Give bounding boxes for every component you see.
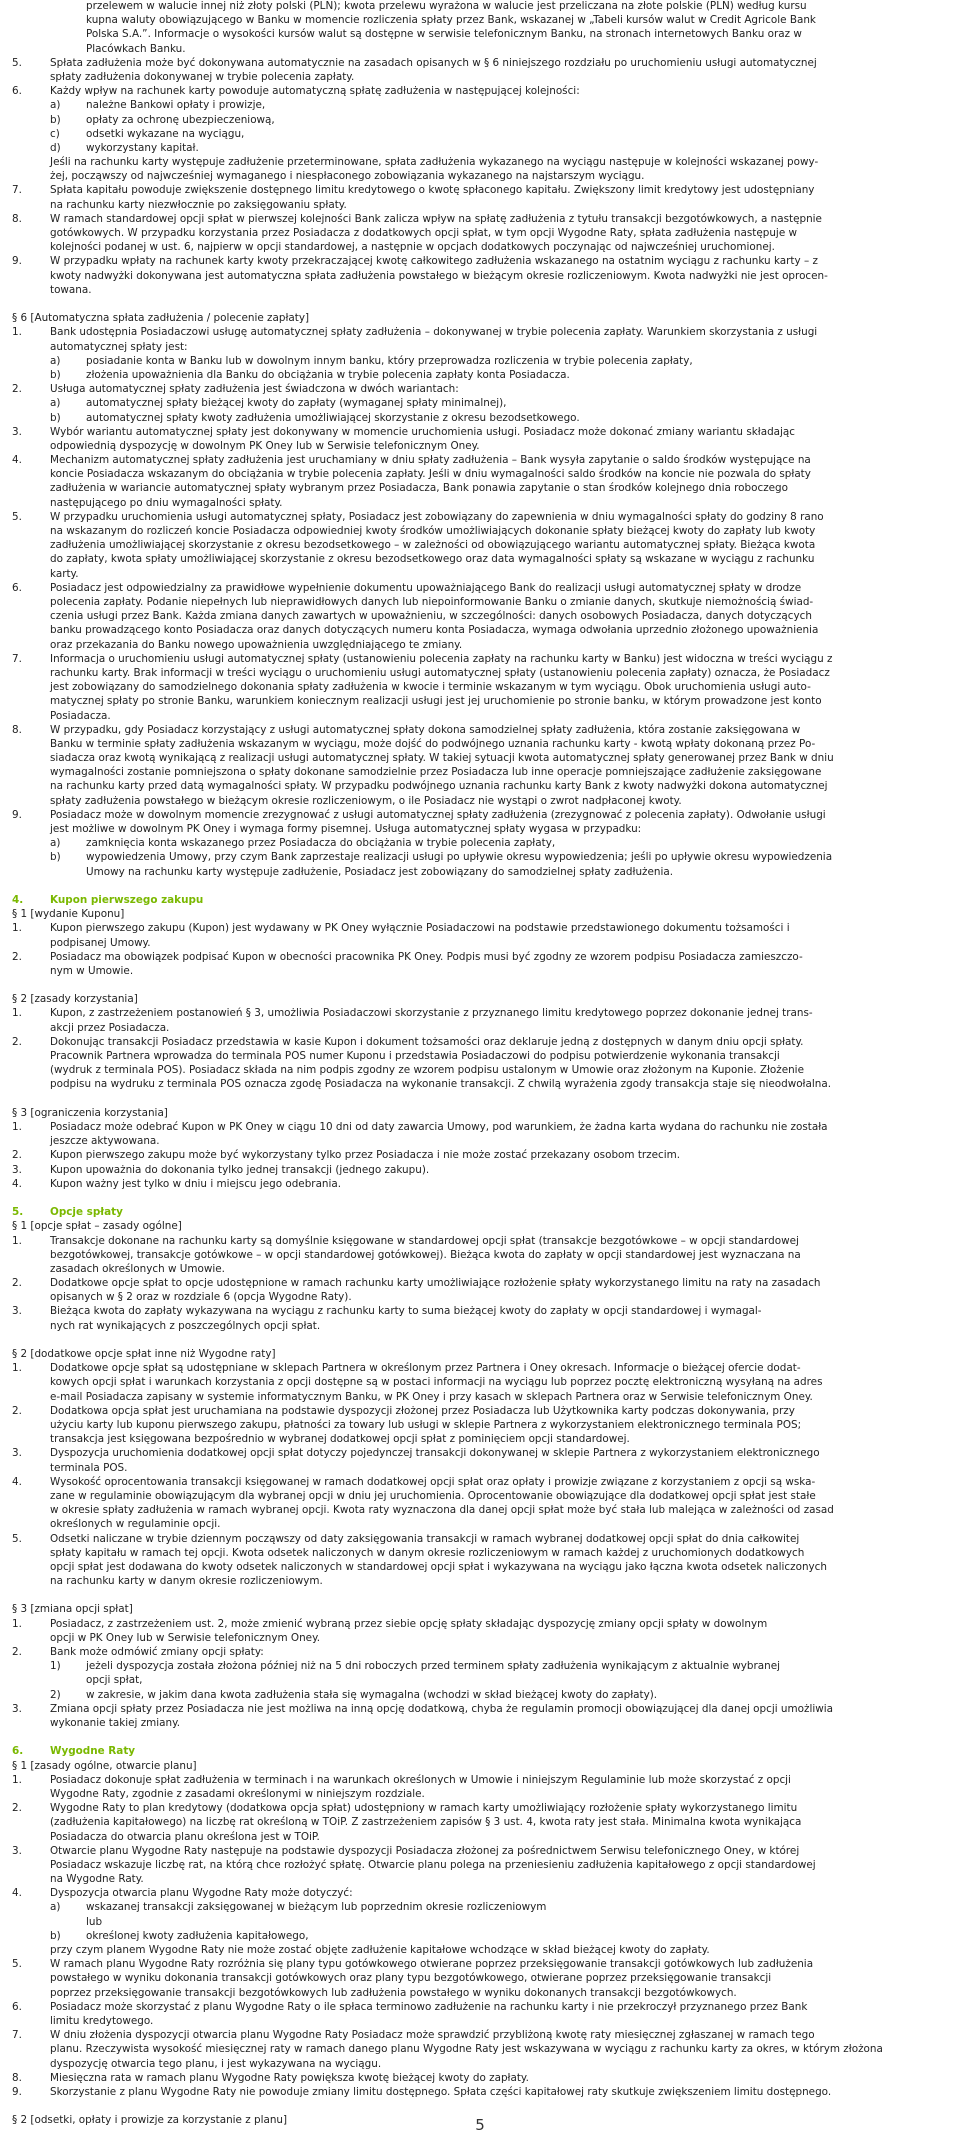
text-line: 3. (12, 1305, 22, 1317)
text-line: 1. (12, 326, 22, 338)
page-number: 5 (475, 2116, 485, 2134)
text-line: e-mail Posiadacza zapisany w systemie informatycznym Banku, w PK Oney i przy kasach w sklepach Partnera oraz w Serwisie telefonicznym Oney. (50, 1391, 813, 1403)
text-line: 9. (12, 2086, 22, 2098)
text-line: w zakresie, w jakim dana kwota zadłużenia stała się wymagalna (wchodzi w skład bieżącej kwoty do zapłaty). (86, 1689, 658, 1701)
text-line: żej, począwszy od najwcześniej wymaganego i niespłaconego zobowiązania wykazanego na najstarszym wyciągu. (50, 170, 645, 182)
text-line: karty. (50, 568, 79, 580)
text-line: opcji spłat, (86, 1674, 143, 1686)
text-line: 5. (12, 1958, 22, 1970)
text-line: Jeśli na rachunku karty występuje zadłużenie przeterminowane, spłata zadłużenia wykazanego na wyciągu następuje w kolejności wskazanej powy- (50, 156, 819, 168)
section-heading: 6. (12, 1745, 24, 1757)
text-line: należne Bankowi opłaty i prowizje, (86, 99, 266, 111)
section-heading: Wygodne Raty (50, 1745, 136, 1757)
text-line: a) (50, 99, 61, 111)
text-line: Mechanizm automatycznej spłaty zadłużenia jest uruchamiany w dniu spłaty zadłużenia – Bank wysyła zapytanie o saldo środków występujące na (50, 454, 811, 466)
text-line: Dodatkowe opcje spłat to opcje udostępnione w ramach rachunku karty umożliwiające rozłożenie spłaty wykorzystanego limitu na raty na zasadach (50, 1277, 821, 1289)
section-heading: Opcje spłaty (50, 1206, 123, 1218)
text-line: wymagalności zostanie pomniejszona o spłaty dokonane samodzielnie przez Posiadacza lub inne operacje pomniejszające zadłużenie zaksięgowane (50, 766, 822, 778)
text-line: a) (50, 355, 61, 367)
text-line: kupna waluty obowiązującego w Banku w momencie rozliczenia spłaty przez Bank, wskazanej w „Tabeli kursów walut w Credit Agricole Bank (86, 14, 816, 26)
text-line: Kupon, z zastrzeżeniem postanowień § 3, umożliwia Posiadaczowi skorzystanie z przyznanego limitu kredytowego poprzez dokonanie jednej trans- (50, 1007, 813, 1019)
text-line: § 6 [Automatyczna spłata zadłużenia / polecenie zapłaty] (12, 312, 310, 324)
text-line: 1. (12, 1362, 22, 1374)
text-line: 1. (12, 1121, 22, 1133)
text-line: b) (50, 114, 61, 126)
text-line: towana. (50, 284, 92, 296)
text-line: (wydruk z terminala POS). Posiadacz składa na nim podpis zgodny ze wzorem podpisu ustalonym w Umowie oraz złożonym na Kuponie. Złożenie (50, 1064, 804, 1076)
text-line: przy czym planem Wygodne Raty nie może zostać objęte zadłużenie kapitałowe wchodzące w skład bieżącej kwoty do zapłaty. (50, 1944, 710, 1956)
text-line: 2. (12, 1405, 22, 1417)
text-line: Kupon pierwszego zakupu (Kupon) jest wydawany w PK Oney wyłącznie Posiadaczowi na podstawie przedstawionego dokumentu tożsamości i (50, 922, 790, 934)
text-line: Kupon ważny jest tylko w dniu i miejscu jego odebrania. (50, 1178, 342, 1190)
text-line: Wysokość oprocentowania transakcji księgowanej w ramach dodatkowej opcji spłat oraz opłaty i prowizje związane z korzystaniem z opcji są wska- (50, 1476, 816, 1488)
text-line: § 1 [opcje spłat – zasady ogólne] (12, 1220, 182, 1232)
text-line: nych rat wynikających z poszczególnych opcji spłat. (50, 1320, 321, 1332)
text-line: 9. (12, 809, 22, 821)
text-line: Skorzystanie z planu Wygodne Raty nie powoduje zmiany limitu dostępnego. Spłata części kapitałowej raty skutkuje zwiększeniem limitu dostępnego. (50, 2086, 832, 2098)
text-line: bezgotówkowej, transakcje gotówkowe – w opcji standardowej gotówkowej). Bieżąca kwota do zapłaty w opcji standardowej jest wyznaczana na (50, 1249, 801, 1261)
text-line: b) (50, 851, 61, 863)
text-line: 1. (12, 1235, 22, 1247)
text-line: Transakcje dokonane na rachunku karty są domyślnie księgowane w standardowej opcji spłat (transakcje bezgotówkowe – w opcji standardowej (50, 1235, 799, 1247)
text-line: Kupon upoważnia do dokonania tylko jednej transakcji (jednego zakupu). (50, 1164, 430, 1176)
text-line: 7. (12, 2029, 22, 2041)
text-line: § 2 [zasady korzystania] (12, 993, 138, 1005)
text-line: 1. (12, 922, 22, 934)
text-line: Banku w terminie spłaty zadłużenia wskazanym w wyciągu, może dojść do podwójnego uznania rachunku karty - kwotą wpłaty dokonaną przez Po- (50, 738, 816, 750)
text-line: § 3 [zmiana opcji spłat] (12, 1603, 133, 1615)
text-line: Kupon pierwszego zakupu może być wykorzystany tylko przez Posiadacza i nie może zostać przekazany osobom trzecim. (50, 1149, 681, 1161)
text-line: Informacja o uruchomieniu usługi automatycznej spłaty (ustanowieniu polecenia zapłaty na rachunku karty w Banku) jest widoczna w treści wyciągu z (50, 653, 833, 665)
text-line: automatycznej spłaty kwoty zadłużenia umożliwiającej skorzystanie z okresu bezodsetkowego. (86, 412, 580, 424)
text-line: odpowiednią dyspozycję w dowolnym PK Oney lub w Serwisie telefonicznym Oney. (50, 440, 480, 452)
text-line: 1. (12, 1007, 22, 1019)
text-line: 2) (50, 1689, 61, 1701)
text-line: Placówkach Banku. (86, 43, 186, 55)
text-line: przelewem w walucie innej niż złoty polski (PLN); kwota przelewu wyrażona w walucie jest przeliczana na złote polskie (PLN) według kursu (86, 0, 807, 12)
text-line: W dniu złożenia dyspozycji otwarcia planu Wygodne Raty Posiadacz może sprawdzić przybliżoną kwotę raty miesięcznej zgłaszanej w ramach tego (50, 2029, 815, 2041)
text-line: Posiadacz jest odpowiedzialny za prawidłowe wypełnienie dokumentu upoważniającego Bank do realizacji usługi automatycznej spłaty w drodze (50, 582, 802, 594)
text-line: odsetki wykazane na wyciągu, (86, 128, 245, 140)
text-line: na wskazanym do rozliczeń koncie Posiadacza odpowiedniej kwoty środków umożliwiających dokonanie spłaty bieżącej kwoty do zapłaty lub kwoty (50, 525, 816, 537)
text-line: określonych w regulaminie opcji. (50, 1518, 221, 1530)
text-line: nym w Umowie. (50, 965, 134, 977)
text-line: kolejności podanej w ust. 6, najpierw w opcji standardowej, a następnie w opcjach dodatkowych poczynając od najwcześniej uruchomionej. (50, 241, 775, 253)
text-line: Dodatkowe opcje spłat są udostępniane w sklepach Partnera w określonym przez Partnera i Oney okresach. Informacje o bieżącej ofercie dodat- (50, 1362, 801, 1374)
text-line: 2. (12, 1802, 22, 1814)
text-line: 5. (12, 57, 22, 69)
text-line: Posiadacz dokonuje spłat zadłużenia w terminach i na warunkach określonych w Umowie i niniejszym Regulaminie lub może skorzystać z opcji (50, 1774, 791, 1786)
text-line: 8. (12, 213, 22, 225)
text-line: zadłużenia w wariancie automatycznej spłaty wybranym przez Posiadacza, Bank ponawia zapytanie o stan środków kolejnego dnia roboczego (50, 482, 789, 494)
text-line: podpisu na wydruku z terminala POS oznacza zgodę Posiadacza na wykonanie transakcji. Z chwilą wyrażenia zgody transakcja staje się nieodwołalna. (50, 1078, 832, 1090)
text-line: czenia usługi przez Bank. Każda zmiana danych zawartych w upoważnieniu, w szczególności: danych osobowych Posiadacza, danych dotyczących (50, 610, 812, 622)
text-line: Otwarcie planu Wygodne Raty następuje na podstawie dyspozycji Posiadacza złożonej za pośrednictwem Serwisu telefonicznego Oney, w której (50, 1845, 800, 1857)
text-line: § 3 [ograniczenia korzystania] (12, 1107, 168, 1119)
text-line: a) (50, 1901, 61, 1913)
text-line: 2. (12, 383, 22, 395)
text-line: wykorzystany kapitał. (86, 142, 199, 154)
text-line: 5. (12, 1533, 22, 1545)
text-line: 4. (12, 454, 22, 466)
text-line: w okresie spłaty zadłużenia w ramach wybranej opcji. Kwota raty wyznaczona dla danej opcji spłat może być stała lub malejąca w zależności od zasad (50, 1504, 834, 1516)
text-line: automatycznej spłaty jest: (50, 341, 188, 353)
text-line: spłaty zadłużenia dokonywanej w trybie polecenia zapłaty. (50, 71, 355, 83)
text-line: 7. (12, 184, 22, 196)
text-line: posiadanie konta w Banku lub w dowolnym innym banku, który przeprowadza rozliczenia w trybie polecenia zapłaty, (86, 355, 693, 367)
text-line: W ramach planu Wygodne Raty rozróżnia się plany typu gotówkowego otwierane poprzez przeksięgowanie transakcji gotówkowych lub zadłużenia (50, 1958, 814, 1970)
text-line: c) (50, 128, 60, 140)
text-line: 6. (12, 2001, 22, 2013)
text-line: koncie Posiadacza wskazanym do obciążania w trybie polecenia zapłaty. Jeśli w dniu wymagalności saldo środków na koncie nie pozwala do spłaty (50, 468, 811, 480)
text-line: na rachunku karty w danym okresie rozliczeniowym. (50, 1575, 323, 1587)
text-line: złożenia upoważnienia dla Banku do obciążania w trybie polecenia zapłaty konta Posiadacza. (86, 369, 570, 381)
text-line: 2. (12, 1149, 22, 1161)
text-line: Umowy na rachunku karty występuje zadłużenie, Posiadacz jest zobowiązany do samodzielnej spłaty zadłużenia. (86, 866, 674, 878)
text-line: banku prowadzącego konto Posiadacza oraz danych dotyczących numeru konta Posiadacza, wymaga odwołania uprzednio złożonego upoważnienia (50, 624, 819, 636)
text-line: Bank udostępnia Posiadaczowi usługę automatycznej spłaty zadłużenia – dokonywanej w trybie polecenia zapłaty. Warunkiem skorzystania z usługi (50, 326, 818, 338)
text-line: do zapłaty, kwota spłaty umożliwiającej skorzystanie z okresu bezodsetkowego oraz data wymagalności spłaty są wskazane w wyciągu z rachunku (50, 553, 815, 565)
text-line: 5. (12, 511, 22, 523)
text-line: Wybór wariantu automatycznej spłaty jest dokonywany w momencie uruchomienia usługi. Posiadacz może dokonać zmiany wariantu składając (50, 426, 795, 438)
text-line: zasadach określonych w Umowie. (50, 1263, 225, 1275)
text-line: Odsetki naliczane w trybie dziennym począwszy od daty zaksięgowania transakcji w ramach wybranej dodatkowej opcji spłat do dnia całkowitej (50, 1533, 800, 1545)
text-line: Posiadacza do otwarcia planu określona jest w TOiP. (50, 1831, 320, 1843)
section-heading: Kupon pierwszego zakupu (50, 894, 204, 906)
section-heading: 4. (12, 894, 24, 906)
text-line: 3. (12, 1845, 22, 1857)
text-line: Posiadacz wskazuje liczbę rat, na którą chce rozłożyć spłatę. Otwarcie planu polega na przeniesieniu zadłużenia kapitałowego z opcji standardowej (50, 1859, 816, 1871)
text-line: Posiadacz, z zastrzeżeniem ust. 2, może zmienić wybraną przez siebie opcję spłaty składając dyspozycję zmiany opcji spłaty w dowolnym (50, 1618, 768, 1630)
text-line: rachunku karty. Brak informacji w treści wyciągu o uruchomieniu usługi automatycznej spłaty (ustanowieniu polecenia zapłaty) oznacza, że Posiadacz (50, 667, 830, 679)
text-line: Posiadacz ma obowiązek podpisać Kupon w obecności pracownika PK Oney. Podpis musi być zgodny ze wzorem podpisu Posiadacza zamieszczo- (50, 951, 803, 963)
text-line: Dokonując transakcji Posiadacz przedstawia w kasie Kupon i dokument tożsamości oraz deklaruje jedną z dostępnych w danym dniu opcji spłaty. (50, 1036, 804, 1048)
text-line: 4. (12, 1887, 22, 1899)
text-line: 3. (12, 1447, 22, 1459)
text-line: Bieżąca kwota do zapłaty wykazywana na wyciągu z rachunku karty to suma bieżącej kwoty do zapłaty w opcji standardowej i wymagal- (50, 1305, 762, 1317)
text-line: Wygodne Raty to plan kredytowy (dodatkowa opcja spłat) udostępniony w ramach karty umożliwiający rozłożenie spłaty wykorzystanego limitu (50, 1802, 798, 1814)
text-line: wskazanej transakcji zaksięgowanej w bieżącym lub poprzednim okresie rozliczeniowym (86, 1901, 547, 1913)
text-line: gotówkowych. W przypadku korzystania przez Posiadacza z dodatkowych opcji spłat, w tym opcji Wygodne Raty, spłata zadłużenia następuje w (50, 227, 798, 239)
text-line: użyciu karty lub kuponu pierwszego zakupu, płatności za towary lub usługi w sklepie Partnera z wykorzystaniem elektronicznego terminala POS; (50, 1419, 802, 1431)
text-line: b) (50, 369, 61, 381)
text-line: (zadłużenia kapitałowego) na liczbę rat określoną w TOiP. Z zastrzeżeniem zapisów § 3 ust. 4, kwota raty jest stała. Minimalna kwota wynikająca (50, 1816, 802, 1828)
text-line: spłaty zadłużenia powstałego w bieżącym okresie rozliczeniowym, o ile Posiadacz nie wystąpi o zwrot nadpłaconej kwoty. (50, 795, 682, 807)
text-line: określonej kwoty zadłużenia kapitałowego, (86, 1930, 309, 1942)
text-line: dyspozycję otwarcia tego planu, i jest wykazywana na wyciągu. (50, 2058, 382, 2070)
text-line: Spłata kapitału powoduje zwiększenie dostępnego limitu kredytowego o kwotę spłaconego kapitału. Zwiększony limit kredytowy jest udostępniany (50, 184, 815, 196)
text-line: 4. (12, 1476, 22, 1488)
text-line: W ramach standardowej opcji spłat w pierwszej kolejności Bank zalicza wpływ na spłatę zadłużenia z tytułu transakcji bezgotówkowych, a następnie (50, 213, 822, 225)
text-line: Dyspozycja otwarcia planu Wygodne Raty może dotyczyć: (50, 1887, 353, 1899)
text-line: kwoty nadwyżki dokonywana jest automatyczna spłata zadłużenia powstałego w bieżącym okresie rozliczeniowym. Kwota nadwyżki nie jest oprocen- (50, 270, 828, 282)
text-line: kowych opcji spłat i warunkach korzystania z opcji dostępne są w postaci informacji na wyciągu lub poprzez pocztę elektroniczną wysyłaną na adres (50, 1376, 823, 1388)
text-line: a) (50, 397, 61, 409)
text-line: limitu kredytowego. (50, 2015, 154, 2027)
text-line: Posiadacz może skorzystać z planu Wygodne Raty o ile spłaca terminowo zadłużenie na rachunku karty i nie przekroczył przyznanego przez Bank (50, 2001, 808, 2013)
text-line: zamknięcia konta wskazanego przez Posiadacza do obciążania w trybie polecenia zapłaty, (86, 837, 556, 849)
text-line: lub (86, 1916, 103, 1928)
text-line: Polska S.A.”. Informacje o wysokości kursów walut są dostępne w serwisie telefonicznym Banku, na stronach internetowych Banku oraz w (86, 28, 802, 40)
text-line: § 1 [zasady ogólne, otwarcie planu] (12, 1760, 197, 1772)
text-line: jest zobowiązany do samodzielnego dokonania spłaty zadłużenia w kwocie i terminie wskazanym w tym wyciągu. Obok uruchomienia usługi auto- (50, 681, 811, 693)
text-line: 6. (12, 582, 22, 594)
section-heading: 5. (12, 1206, 24, 1218)
text-line: 2. (12, 951, 22, 963)
text-line: Dodatkowa opcja spłat jest uruchamiana na podstawie dyspozycji złożonej przez Posiadacza lub Użytkownika karty podczas dokonywania, przy (50, 1405, 795, 1417)
text-line: 7. (12, 653, 22, 665)
text-line: Bank może odmówić zmiany opcji spłaty: (50, 1646, 264, 1658)
text-line: planu. Rzeczywista wysokość miesięcznej raty w ramach danego planu Wygodne Raty jest wskazywana w wyciągu z rachunku karty za okres, w którym złożona (50, 2043, 883, 2055)
text-line: Usługa automatycznej spłaty zadłużenia jest świadczona w dwóch wariantach: (50, 383, 459, 395)
text-line: Dyspozycja uruchomienia dodatkowej opcji spłat dotyczy pojedynczej transakcji dokonywanej w sklepie Partnera z wykorzystaniem elektronicznego (50, 1447, 820, 1459)
text-line: § 1 [wydanie Kuponu] (12, 908, 125, 920)
text-line: d) (50, 142, 61, 154)
text-line: Posiadacz może w dowolnym momencie zrezygnować z usługi automatycznej spłaty zadłużenia (zrezygnować z polecenia zapłaty). Odwołanie usługi (50, 809, 826, 821)
text-line: 8. (12, 2072, 22, 2084)
text-line: Każdy wpływ na rachunek karty powoduje automatyczną spłatę zadłużenia w następującej kolejności: (50, 85, 580, 97)
text-line: opcji spłat jest dodawana do kwoty odsetek naliczonych w standardowej opcji spłat i wykazywana na wyciągu jako łączna kwota odsetek naliczonych (50, 1561, 827, 1573)
text-line: opłaty za ochronę ubezpieczeniową, (86, 114, 275, 126)
text-line: 1) (50, 1660, 61, 1672)
text-line: zadłużenia umożliwiającej skorzystanie z okresu bezodsetkowego – w zależności od obowiązującego wariantu automatycznej spłaty. Bieżąca kwota (50, 539, 816, 551)
text-line: jeszcze aktywowana. (50, 1135, 160, 1147)
text-line: na rachunku karty niezwłocznie po zaksięgowaniu spłaty. (50, 199, 347, 211)
text-line: polecenia zapłaty. Podanie niepełnych lub nieprawidłowych danych lub niepoinformowanie Banku o zmianie danych, skutkuje niemożnością świad- (50, 596, 814, 608)
text-line: Pracownik Partnera wprowadza do terminala POS numer Kuponu i przedstawia Posiadaczowi do podpisu potwierdzenie wykonania transakcji (50, 1050, 780, 1062)
text-line: Posiadacza. (50, 710, 111, 722)
text-line: automatycznej spłaty bieżącej kwoty do zapłaty (wymaganej spłaty minimalnej), (86, 397, 507, 409)
text-line: 2. (12, 1646, 22, 1658)
text-line: 8. (12, 724, 22, 736)
text-line: 3. (12, 1703, 22, 1715)
text-line: wypowiedzenia Umowy, przy czym Bank zaprzestaje realizacji usługi po upływie okresu wypowiedzenia; jeśli po upływie okresu wypowiedzenia (86, 851, 833, 863)
text-line: Posiadacz może odebrać Kupon w PK Oney w ciągu 10 dni od daty zawarcia Umowy, pod warunkiem, że żadna karta wydana do rachunku nie została (50, 1121, 828, 1133)
text-line: jeżeli dyspozycja została złożona później niż na 5 dni roboczych przed terminem spłaty zadłużenia wynikającym z aktualnie wybranej (86, 1660, 781, 1672)
text-line: opisanych w § 2 oraz w rozdziale 6 (opcja Wygodne Raty). (50, 1291, 352, 1303)
text-line: § 2 [dodatkowe opcje spłat inne niż Wygodne raty] (12, 1348, 276, 1360)
text-line: 9. (12, 255, 22, 267)
text-line: 1. (12, 1774, 22, 1786)
text-line: Miesięczna rata w ramach planu Wygodne Raty powiększa kwotę bieżącej kwoty do zapłaty. (50, 2072, 529, 2084)
text-line: podpisanej Umowy. (50, 937, 151, 949)
text-line: § 2 [odsetki, opłaty i prowizje za korzystanie z planu] (12, 2114, 288, 2126)
text-line: Spłata zadłużenia może być dokonywana automatycznie na zasadach opisanych w § 6 niniejszego rozdziału po uruchomieniu usługi automatycznej (50, 57, 817, 69)
text-line: na Wygodne Raty. (50, 1873, 144, 1885)
text-line: opcji w PK Oney lub w Serwisie telefonicznym Oney. (50, 1632, 321, 1644)
text-line: W przypadku, gdy Posiadacz korzystający z usługi automatycznej spłaty dokona samodzielnej spłaty zadłużenia, która zostanie zaksięgowana w (50, 724, 801, 736)
text-line: oraz przekazania do Banku nowego upoważnienia uwzględniającego te zmiany. (50, 639, 463, 651)
text-line: poprzez przeksięgowanie transakcji bezgotówkowych lub zadłużenia powstałego w wyniku dokonanych transakcji bezgotówkowych. (50, 1987, 737, 1999)
text-line: b) (50, 412, 61, 424)
text-line: 6. (12, 85, 22, 97)
text-line: jest możliwe w dowolnym PK Oney i wymaga formy pisemnej. Usługa automatycznej spłaty wygasa w przypadku: (50, 823, 642, 835)
text-line: Wygodne Raty, zgodnie z zasadami określonymi w niniejszym rozdziale. (50, 1788, 425, 1800)
text-line: akcji przez Posiadacza. (50, 1022, 170, 1034)
text-line: 1. (12, 1618, 22, 1630)
text-line: zane w regulaminie obowiązującym dla wybranej opcji w dniu jej uruchomienia. Oprocentowanie obowiązujące dla dodatkowej opcji spłat jest stałe (50, 1490, 816, 1502)
text-line: W przypadku uruchomienia usługi automatycznej spłaty, Posiadacz jest zobowiązany do zapewnienia w dniu wymagalności spłaty do godziny 8 rano (50, 511, 824, 523)
text-line: powstałego w wyniku dokonania transakcji gotówkowych oraz plany typu bezgotówkowego, otwierane poprzez przeksięgowanie transakcji (50, 1972, 772, 1984)
text-line: transakcja jest księgowana bezpośrednio w wybranej dodatkowej opcji spłat z pominięciem opcji standardowej. (50, 1433, 630, 1445)
text-line: matycznej spłaty po stronie Banku, warunkiem koniecznym realizacji usługi jest jej uruchomienie po stronie banku, w którym prowadzone jest konto (50, 695, 822, 707)
text-line: następującego po dniu wymagalności spłaty. (50, 497, 283, 509)
text-line: W przypadku wpłaty na rachunek karty kwoty przekraczającej kwotę całkowitego zadłużenia wskazanego na ostatnim wyciągu z rachunku karty – z (50, 255, 818, 267)
text-line: 4. (12, 1178, 22, 1190)
text-line: spłaty kapitału w ramach tej opcji. Kwota odsetek naliczonych w danym okresie rozliczeniowym w ramach każdej z uruchomionych dodatkowych (50, 1547, 805, 1559)
text-line: terminala POS. (50, 1462, 128, 1474)
text-line: siadacza oraz kwotą wynikającą z realizacji usługi automatycznej spłaty. W takiej sytuacji kwota automatycznej spłaty generowanej przez Bank w dniu (50, 752, 834, 764)
text-line: b) (50, 1930, 61, 1942)
text-line: 2. (12, 1036, 22, 1048)
text-line: 2. (12, 1277, 22, 1289)
text-line: Zmiana opcji spłaty przez Posiadacza nie jest możliwa na inną opcję dodatkową, chyba że regulamin promocji obowiązującej dla danej opcji umożliwia (50, 1703, 833, 1715)
text-line: wykonanie takiej zmiany. (50, 1717, 181, 1729)
text-line: na rachunku karty przed datą wymagalności spłaty. W przypadku podwójnego uznania rachunku karty Bank z kwoty nadwyżki dokona automatycznej (50, 780, 828, 792)
text-line: 3. (12, 426, 22, 438)
text-line: 3. (12, 1164, 22, 1176)
text-line: a) (50, 837, 61, 849)
